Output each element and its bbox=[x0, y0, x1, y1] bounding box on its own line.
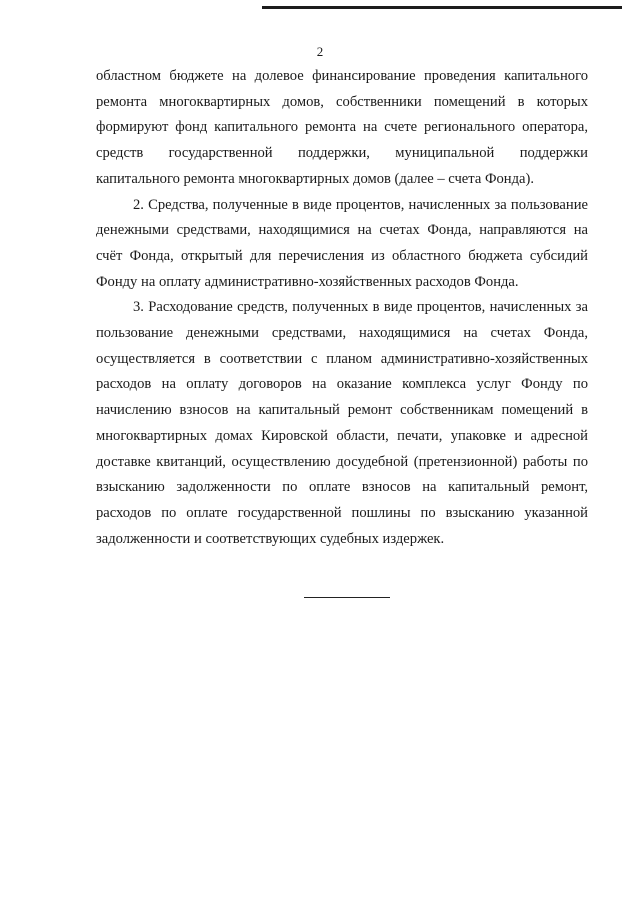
paragraph-item-2: 2. Средства, полученные в виде процентов, начисленных за пользование денежными средствами, находящимися на счетах Фонда, направляются на счёт Фонда, открытый для перечисления из областного бюджета субсидий Фонду на оплату административно-хозяйственных расходов Фонда. bbox=[96, 196, 588, 290]
paragraph-continuation: областном бюджете на долевое финансирование проведения капитального ремонта многоквартирных домов, собственники помещений в которых формируют фонд капитального ремонта на счете регионального оператора, средств государственной поддержки, муниципальной поддержки капитального ремонта многоквартирных домов (далее – счета Фонда). bbox=[96, 68, 588, 187]
page-number: 2 bbox=[316, 44, 324, 59]
paragraph-item-3: 3. Расходование средств, полученных в виде процентов, начисленных за пользование денежными средствами, находящимися на счетах Фонда, осуществляется в соответствии с планом административно-хозяйственных расходов на оплату договоров на оказание комплекса услуг Фонду по начислению взносов на капитальный ремонт собственникам помещений в многоквартирных домах Кировской области, печати, упаковке и адресной доставке квитанций, осуществлению досудебной (претензионной) работы по взысканию задолженности по оплате взносов на капитальный ремонт, расходов по оплате государственной пошлины по взысканию указанной задолженности и соответствующих судебных издержек. bbox=[96, 299, 588, 547]
end-of-text-rule bbox=[304, 597, 390, 598]
document-body bbox=[96, 64, 588, 552]
scan-edge-line bbox=[262, 6, 622, 9]
